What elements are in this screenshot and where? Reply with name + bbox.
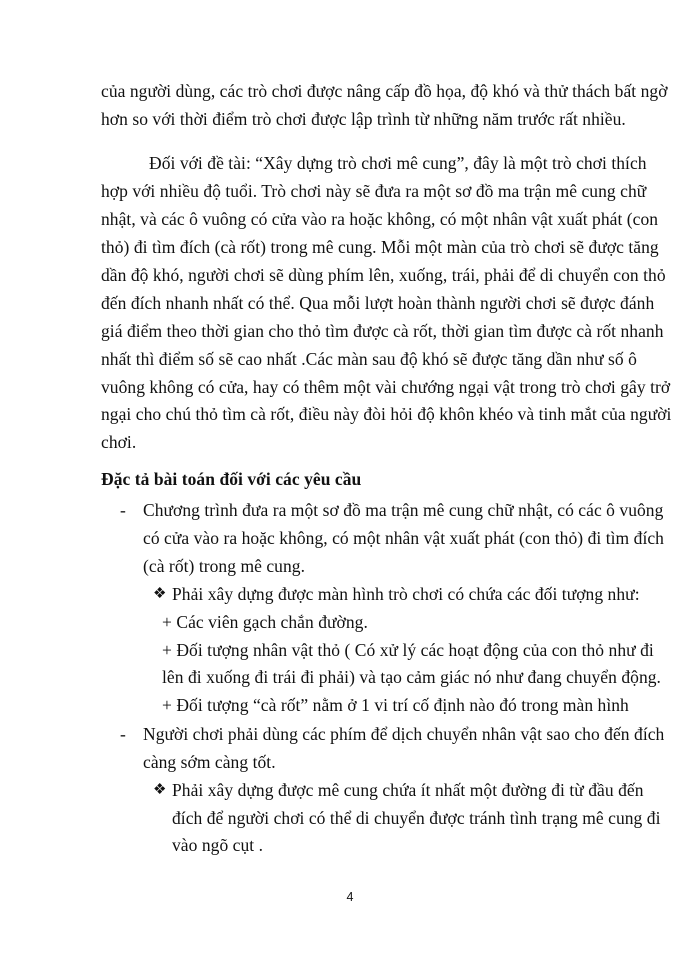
text-line: dần độ khó, người chơi sẽ dùng phím lên, xuống, trái, phải để di chuyển con thỏ [101,265,666,285]
text-line: vuông không có cửa, hay có thêm một vài chướng ngại vật trong trò chơi gây trở [101,377,671,397]
text-line: càng sớm càng tốt. [143,752,276,772]
text-line: Phải xây dựng được mê cung chứa ít nhất một đường đi từ đầu đến [172,780,644,800]
text-line: lên đi xuống đi trái đi phải) và tạo cảm giác nó như đang chuyển động. [162,667,661,687]
text-line: Đối với đề tài: “Xây dựng trò chơi mê cung”, đây là một trò chơi thích [149,153,647,173]
text-line: (cà rốt) trong mê cung. [143,556,305,576]
text-line: nhất thì điểm số sẽ cao nhất .Các màn sau độ khó sẽ được tăng dần như số ô [101,349,637,369]
text-line: hơn so với thời điểm trò chơi được lập trình từ những năm trước rất nhiều. [101,109,626,129]
text-line: + Đối tượng “cà rốt” nằm ở 1 vi trí cố định nào đó trong màn hình [162,695,629,715]
dash-bullet: - [120,500,126,520]
text-line: Phải xây dựng được màn hình trò chơi có chứa các đối tượng như: [172,584,640,604]
diamond-bullet-icon: ❖ [153,782,167,798]
diamond-bullet-icon: ❖ [153,586,167,602]
text-line: ngại cho chú thỏ tìm cà rốt, điều này đòi hỏi độ khôn khéo và tinh mắt của người [101,404,672,424]
text-line: thỏ) đi tìm đích (cà rốt) trong mê cung. Mỗi một màn của trò chơi sẽ được tăng [101,237,659,257]
section-heading: Đặc tả bài toán đối với các yêu cầu [101,469,362,489]
text-line: đích để người chơi có thể di chuyển được tránh tình trạng mê cung đi [172,808,661,828]
text-line: chơi. [101,432,137,452]
text-line: có cửa vào ra hoặc không, có một nhân vật xuất phát (con thỏ) đi tìm đích [143,528,664,548]
dash-bullet: - [120,724,126,744]
text-line: của người dùng, các trò chơi được nâng cấp đồ họa, độ khó và thử thách bất ngờ [101,81,668,101]
text-line: giá điểm theo thời gian cho thỏ tìm được cà rốt, thời gian tìm được cà rốt nhanh [101,321,664,341]
text-line: đến đích nhanh nhất có thể. Qua mỗi lượt hoàn thành người chơi sẽ được đánh [101,293,655,313]
text-line: vào ngõ cụt . [172,835,264,855]
text-line: Chương trình đưa ra một sơ đồ ma trận mê cung chữ nhật, có các ô vuông [143,500,664,520]
text-line: Người chơi phải dùng các phím để dịch chuyển nhân vật sao cho đến đích [143,724,665,744]
text-line: hợp với nhiều độ tuổi. Trò chơi này sẽ đưa ra một sơ đồ ma trận mê cung chữ [101,181,647,201]
text-line: + Các viên gạch chắn đường. [162,612,368,632]
page-number: 4 [346,890,354,904]
text-line: nhật, và các ô vuông có cửa vào ra hoặc không, có một nhân vật xuất phát (con [101,209,659,229]
text-line: + Đối tượng nhân vật thỏ ( Có xử lý các hoạt động của con thỏ như đi [162,640,654,660]
